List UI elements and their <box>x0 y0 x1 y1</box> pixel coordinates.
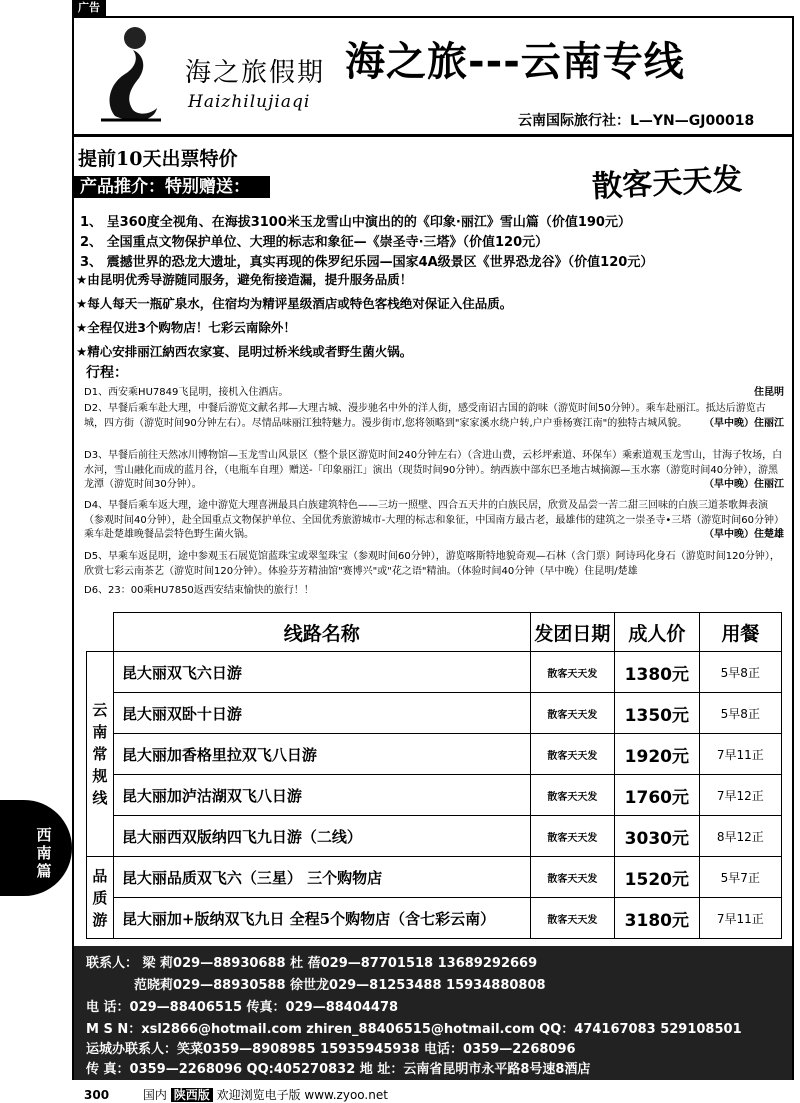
route-name: 昆大丽加泸沽湖双飞八日游 <box>113 775 530 816</box>
day-lodging: 住昆明 <box>754 387 784 398</box>
price: 1760元 <box>615 775 700 816</box>
gift-item: 1、 呈360度全视角、在海拔3100米玉龙雪山中演出的的《印象·丽江》雪山篇（价值190元） <box>80 215 631 230</box>
meals: 5早7正 <box>699 857 781 898</box>
group-label: 品质游 <box>87 857 114 939</box>
departure: 散客天天发 <box>530 857 614 898</box>
contact-line: 电 话：029—88406515 传真：029—88404478 <box>86 1000 399 1015</box>
route-name: 昆大丽加+版纳双飞九日 全程5个购物店（含七彩云南） <box>113 898 530 939</box>
price: 1380元 <box>615 652 700 693</box>
route-price-table <box>86 612 782 939</box>
contact-line: M S N：xsl2866@hotmail.com zhiren_88406515@hotmail.com QQ：474167083 529108501 <box>86 1022 742 1037</box>
price: 3180元 <box>615 898 700 939</box>
day-text: D6、23：00乘HU7850返西安结束愉快的旅行！！ <box>84 585 314 596</box>
departure: 散客天天发 <box>530 652 614 693</box>
daily-departure-badge: 散客天天发 <box>591 162 743 205</box>
page-footer <box>84 1086 388 1103</box>
feature-item: ★精心安排丽江納西农家宴、昆明过桥米线或者野生菌火锅。 <box>76 344 413 359</box>
price: 3030元 <box>615 816 700 857</box>
header-divider <box>74 134 792 137</box>
header-meals: 用餐 <box>699 613 781 652</box>
meals: 5早8正 <box>699 693 781 734</box>
route-name: 昆大丽西双版纳四飞九日游（二线） <box>113 816 530 857</box>
price: 1520元 <box>615 857 700 898</box>
table-row <box>87 734 782 775</box>
contact-line: 联系人： 梁 莉029—88930688 杜 蓓029—87701518 13689292669 <box>86 956 538 971</box>
gift-item: 2、 全国重点文物保护单位、大理的标志和象征—《崇圣寺·三塔》（价值120元） <box>80 235 549 250</box>
ad-tag: 广告 <box>72 0 106 16</box>
day-text: D2、早餐后乘车赴大理，中餐后游览文献名邦—大理古城、漫步驰名中外的洋人街，感受南诏古国的韵味（游览时间50分钟）。乘车赴丽江。抵达后游览古城，四方街（游览时间90分钟左右）。尽情品味丽江独特魅力。漫步街市,您将领略到"家家溪水绕户转,户户垂杨赛江南"的独特古城风貌。 <box>84 403 766 429</box>
contact-line: 运城办联系人：笑菜0359—8908985 15935945938 电话：0359—2268096 <box>86 1042 576 1057</box>
route-name: 昆大丽双飞六日游 <box>113 652 530 693</box>
route-name: 昆大丽加香格里拉双飞八日游 <box>113 734 530 775</box>
day-text: D1、西安乘HU7849飞昆明，接机入住酒店。 <box>84 387 289 398</box>
day-lodging: （早中晚）住丽江 <box>704 479 784 491</box>
day-text: D4、早餐后乘车返大理，途中游览大理喜洲最具白族建筑特色——三坊一照壁、四合五天井的白族民居，欣赏及品尝一苦二甜三回味的白族三道茶歌舞表演（参观时间40分钟），赴全国重点文物保护单位、全国优秀旅游城市-大理的标志和象征，中国南方最古老，最雄伟的建筑之一崇圣寺•三塔（游览时间60分钟）乘车赴楚雄晚餐品尝特色野生菌火锅。 <box>84 500 784 541</box>
license-number: 云南国际旅行社：L—YN—GJ00018 <box>518 113 755 129</box>
promo-label: 产品推介：特别赠送： <box>74 176 270 198</box>
advance-ticket-offer: 提前10天出票特价 <box>78 148 238 170</box>
itinerary-day <box>84 584 784 599</box>
footer-edition: 陕西版 <box>171 1088 213 1102</box>
header-route-name: 线路名称 <box>113 613 530 652</box>
table-corner <box>87 613 114 652</box>
itinerary-day <box>84 499 784 543</box>
table-row <box>87 857 782 898</box>
page-title: 海之旅---云南专线 <box>345 39 685 85</box>
footer-area: 国内 <box>142 1088 167 1102</box>
section-tab-label: 西南篇 <box>36 826 52 880</box>
gift-item: 3、 震撼世界的恐龙大遗址，真实再现的侏罗纪乐园—国家4A级景区《世界恐龙谷》（价值120元） <box>80 255 654 270</box>
table-row <box>87 816 782 857</box>
day-lodging: （早中晚）住楚雄 <box>704 529 784 541</box>
page-number: 300 <box>84 1088 110 1102</box>
itinerary-day <box>84 402 784 431</box>
itinerary-day <box>84 550 784 579</box>
departure: 散客天天发 <box>530 816 614 857</box>
group-label: 云南常规线 <box>87 652 114 857</box>
departure: 散客天天发 <box>530 898 614 939</box>
header-departure: 发团日期 <box>530 613 614 652</box>
seal-logo-icon <box>95 24 165 124</box>
route-name: 昆大丽双卧十日游 <box>113 693 530 734</box>
meals: 7早12正 <box>699 775 781 816</box>
feature-item: ★全程仅进3个购物店！七彩云南除外！ <box>76 320 296 335</box>
departure: 散客天天发 <box>530 734 614 775</box>
table-row <box>87 898 782 939</box>
contact-line: 传 真：0359—2268096 QQ:405270832 地 址：云南省昆明市永平路8号速8酒店 <box>86 1062 591 1077</box>
itinerary-day <box>84 449 784 493</box>
table-row <box>87 693 782 734</box>
footer-text: 欢迎浏览电子版 www.zyoo.net <box>216 1088 388 1102</box>
brand-pinyin: Haizhilujiaqi <box>188 92 311 112</box>
route-name: 昆大丽品质双飞六（三星） 三个购物店 <box>113 857 530 898</box>
meals: 8早12正 <box>699 816 781 857</box>
table-row <box>87 652 782 693</box>
meals: 5早8正 <box>699 652 781 693</box>
price: 1350元 <box>615 693 700 734</box>
header-price: 成人价 <box>615 613 700 652</box>
feature-item: ★每人每天一瓶矿泉水，住宿均为精评星级酒店或特色客栈绝对保证入住品质。 <box>76 296 513 311</box>
day-text: D5、早乘车返昆明，途中参观玉石展览馆蓝珠宝或翠玺珠宝（参观时间60分钟），游览喀斯特地貌奇观—石林（含门票）阿诗玛化身石（游览时间120分钟），欣赏七彩云南茶艺（游览时间120分钟）。体验芬芳精油馆"赛博兴"或"花之语"精油。（体验时间40分钟（早中晚）住昆明/楚雄 <box>84 551 780 577</box>
itinerary-heading: 行程： <box>86 365 128 381</box>
contact-line: 范晓莉029—88930588 徐世龙029—81253488 15934880808 <box>134 978 546 993</box>
meals: 7早11正 <box>699 734 781 775</box>
meals: 7早11正 <box>699 898 781 939</box>
contact-panel <box>74 946 792 1080</box>
feature-item: ★由昆明优秀导游随同服务，避免衔接造漏，提升服务品质！ <box>76 272 413 287</box>
brand-logo-text: 海之旅假期 <box>185 58 326 88</box>
departure: 散客天天发 <box>530 693 614 734</box>
day-lodging: （早中晚）住丽江 <box>704 417 784 429</box>
table-row <box>87 775 782 816</box>
price: 1920元 <box>615 734 700 775</box>
departure: 散客天天发 <box>530 775 614 816</box>
itinerary-day <box>84 386 784 401</box>
day-text: D3、早餐后前往天然冰川博物馆—玉龙雪山风景区（整个景区游览时间240分钟左右）（含进山费，云杉坪索道、环保车）乘索道观玉龙雪山，甘海子牧场，白水河，雪山融化而成的蓝月谷，（电瓶车自理）赠送-「印象丽江」演出（现货时间90分钟）。纳西族中部东巴圣地古城摘源—玉水寨（游览时间40分钟），游黑龙潭（游览时间30分钟）。 <box>84 450 783 491</box>
